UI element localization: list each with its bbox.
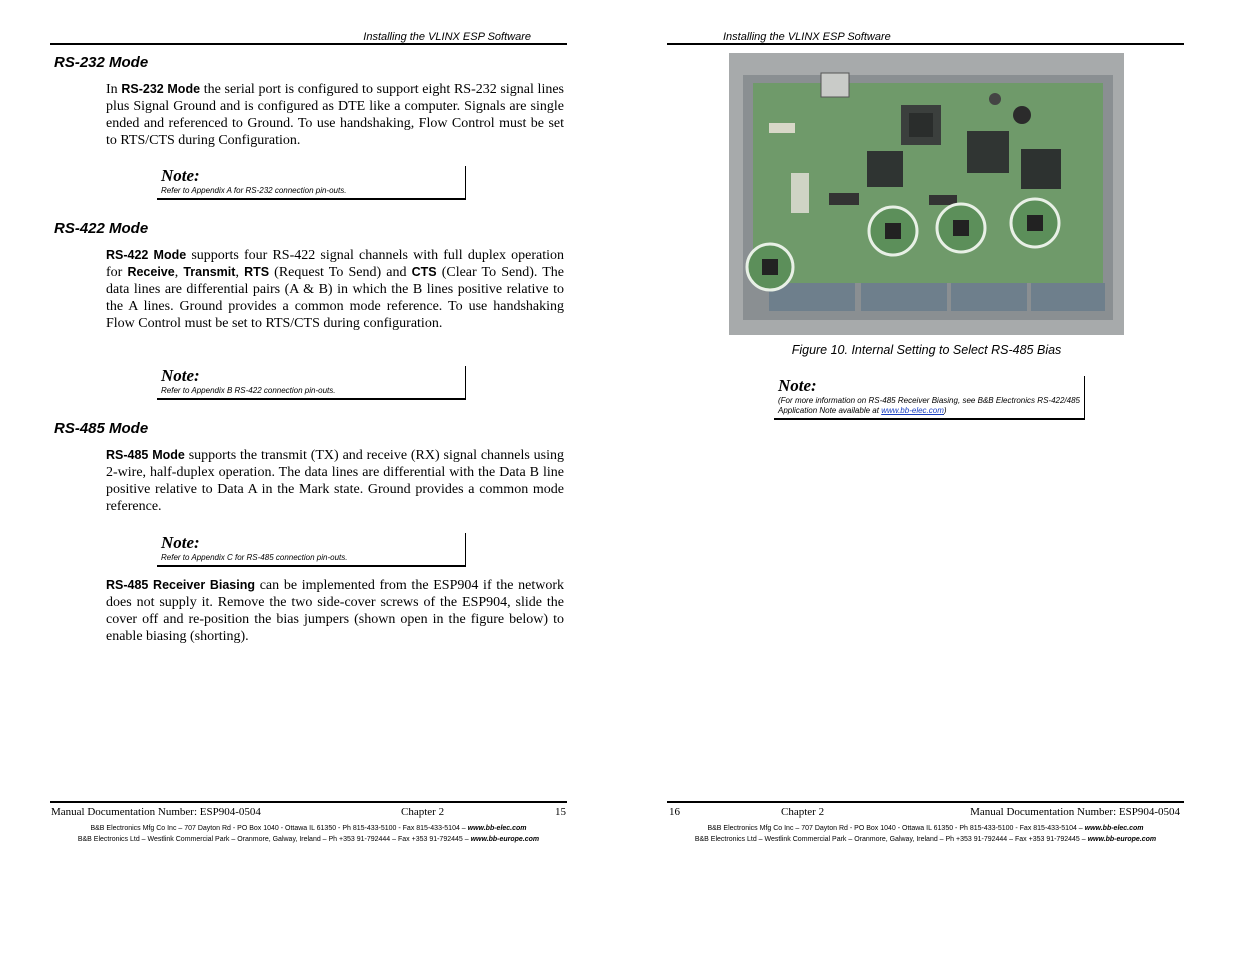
ic-chip-1 <box>867 151 903 187</box>
footer-row <box>667 806 1184 820</box>
rs485-note <box>157 533 466 567</box>
jumper-block-2 <box>953 220 969 236</box>
note-title: Note: <box>161 533 200 552</box>
component-2 <box>791 173 809 213</box>
chapter-label: Chapter 2 <box>401 806 445 818</box>
address-line-eu: B&B Electronics Ltd – Westlink Commercial Park – Oranmore, Galway, Ireland – Ph +353 91-792444 – Fax +353 91-792445 – www.bb-europe.com <box>694 836 1157 843</box>
left-page <box>0 0 617 954</box>
pcb-photo <box>729 53 1124 335</box>
address-line-us: B&B Electronics Mfg Co Inc – 707 Dayton Rd - PO Box 1040 - Ottawa IL 61350 - Ph 815-433-5100 - Fax 815-433-5104 – www.bb-elec.com <box>707 825 1144 832</box>
footer-rule <box>667 801 1184 803</box>
component-1 <box>769 123 795 133</box>
note-title: Note: <box>778 376 817 395</box>
figure-caption: Figure 10. Internal Setting to Select RS-485 Bias <box>791 343 1062 357</box>
doc-number: Manual Documentation Number: ESP904-0504 <box>51 806 261 818</box>
capacitor-2 <box>989 93 1001 105</box>
rs232-paragraph: In RS-232 Mode the serial port is configured to support eight RS-232 signal lines plus Signal Ground and is configured as DTE like a computer. Signals are single ended and referenced to Ground. To use handshaking, Flow Control must be set to RTS/CTS during Configuration. <box>106 82 564 148</box>
rs232-note <box>157 166 466 200</box>
address-line-us: B&B Electronics Mfg Co Inc – 707 Dayton Rd - PO Box 1040 - Ottawa IL 61350 - Ph 815-433-5100 - Fax 815-433-5104 – www.bb-elec.com <box>90 825 527 832</box>
rs232-heading: RS-232 Mode <box>54 54 149 71</box>
db9-port-4 <box>1031 283 1105 311</box>
rs485-paragraph: RS-485 Mode supports the transmit (TX) and receive (RX) signal channels using 2-wire, half-duplex operation. The data lines are differential with the Data B line positive relative to Data A in the Mark state. Ground provides a common mode reference. <box>106 448 564 514</box>
doc-number: Manual Documentation Number: ESP904-0504 <box>970 806 1180 818</box>
rs422-note <box>157 366 466 400</box>
db9-port-3 <box>951 283 1027 311</box>
page-number: 15 <box>555 806 566 818</box>
page-number: 16 <box>669 806 680 818</box>
note-text: (For more information on RS-485 Receiver Biasing, see B&B Electronics RS-422/485 Application Note available at www.bb-elec.com) <box>778 396 1080 415</box>
note-text: Refer to Appendix B RS-422 connection pin-outs. <box>161 386 336 395</box>
rs485-heading: RS-485 Mode <box>54 420 149 437</box>
note-title: Note: <box>161 166 200 185</box>
rs422-heading: RS-422 Mode <box>54 220 149 237</box>
rs422-paragraph: RS-422 Mode supports four RS-422 signal channels with full duplex operation for Receive, Transmit, RTS (Request To Send) and CTS (Clear To Send). The data lines are differential pairs (A & B) in which the B lines positive relative to the A lines. Ground provides a common mode reference. To use handshaking Flow Control must be set to RTS/CTS during configuration. <box>106 248 565 331</box>
jumper-block-4 <box>762 259 778 275</box>
running-header: Installing the VLINX ESP Software <box>50 31 567 45</box>
rs485-bias-note <box>774 376 1085 420</box>
jumper-block-3 <box>1027 215 1043 231</box>
address-line-eu: B&B Electronics Ltd – Westlink Commercial Park – Oranmore, Galway, Ireland – Ph +353 91-792444 – Fax +353 91-792445 – www.bb-europe.com <box>77 836 540 843</box>
ic-chip-3 <box>1021 149 1061 189</box>
ic-chip-5 <box>929 195 957 205</box>
ethernet-jack <box>821 73 849 97</box>
ic-chip-4 <box>829 193 859 205</box>
note-text: Refer to Appendix C for RS-485 connection pin-outs. <box>161 553 348 562</box>
bb-elec-link[interactable]: www.bb-elec.com <box>881 406 944 415</box>
running-header: Installing the VLINX ESP Software <box>667 31 1184 45</box>
heatsink-core <box>909 113 933 137</box>
chapter-label: Chapter 2 <box>781 806 825 818</box>
note-title: Note: <box>161 366 200 385</box>
ic-chip-2 <box>967 131 1009 173</box>
right-page <box>617 0 1235 954</box>
db9-port-2 <box>861 283 947 311</box>
capacitor-1 <box>1013 106 1031 124</box>
footer-row <box>50 806 567 820</box>
jumper-block-1 <box>885 223 901 239</box>
rs485-biasing-paragraph: RS-485 Receiver Biasing can be implemented from the ESP904 if the network does not supply it. Remove the two side-cover screws of the ESP904, slide the cover off and re-position the bias jumpers (shown open in the figure below) to enable biasing (shorting). <box>106 578 564 644</box>
note-text: Refer to Appendix A for RS-232 connection pin-outs. <box>161 186 347 195</box>
footer-rule <box>50 801 567 803</box>
